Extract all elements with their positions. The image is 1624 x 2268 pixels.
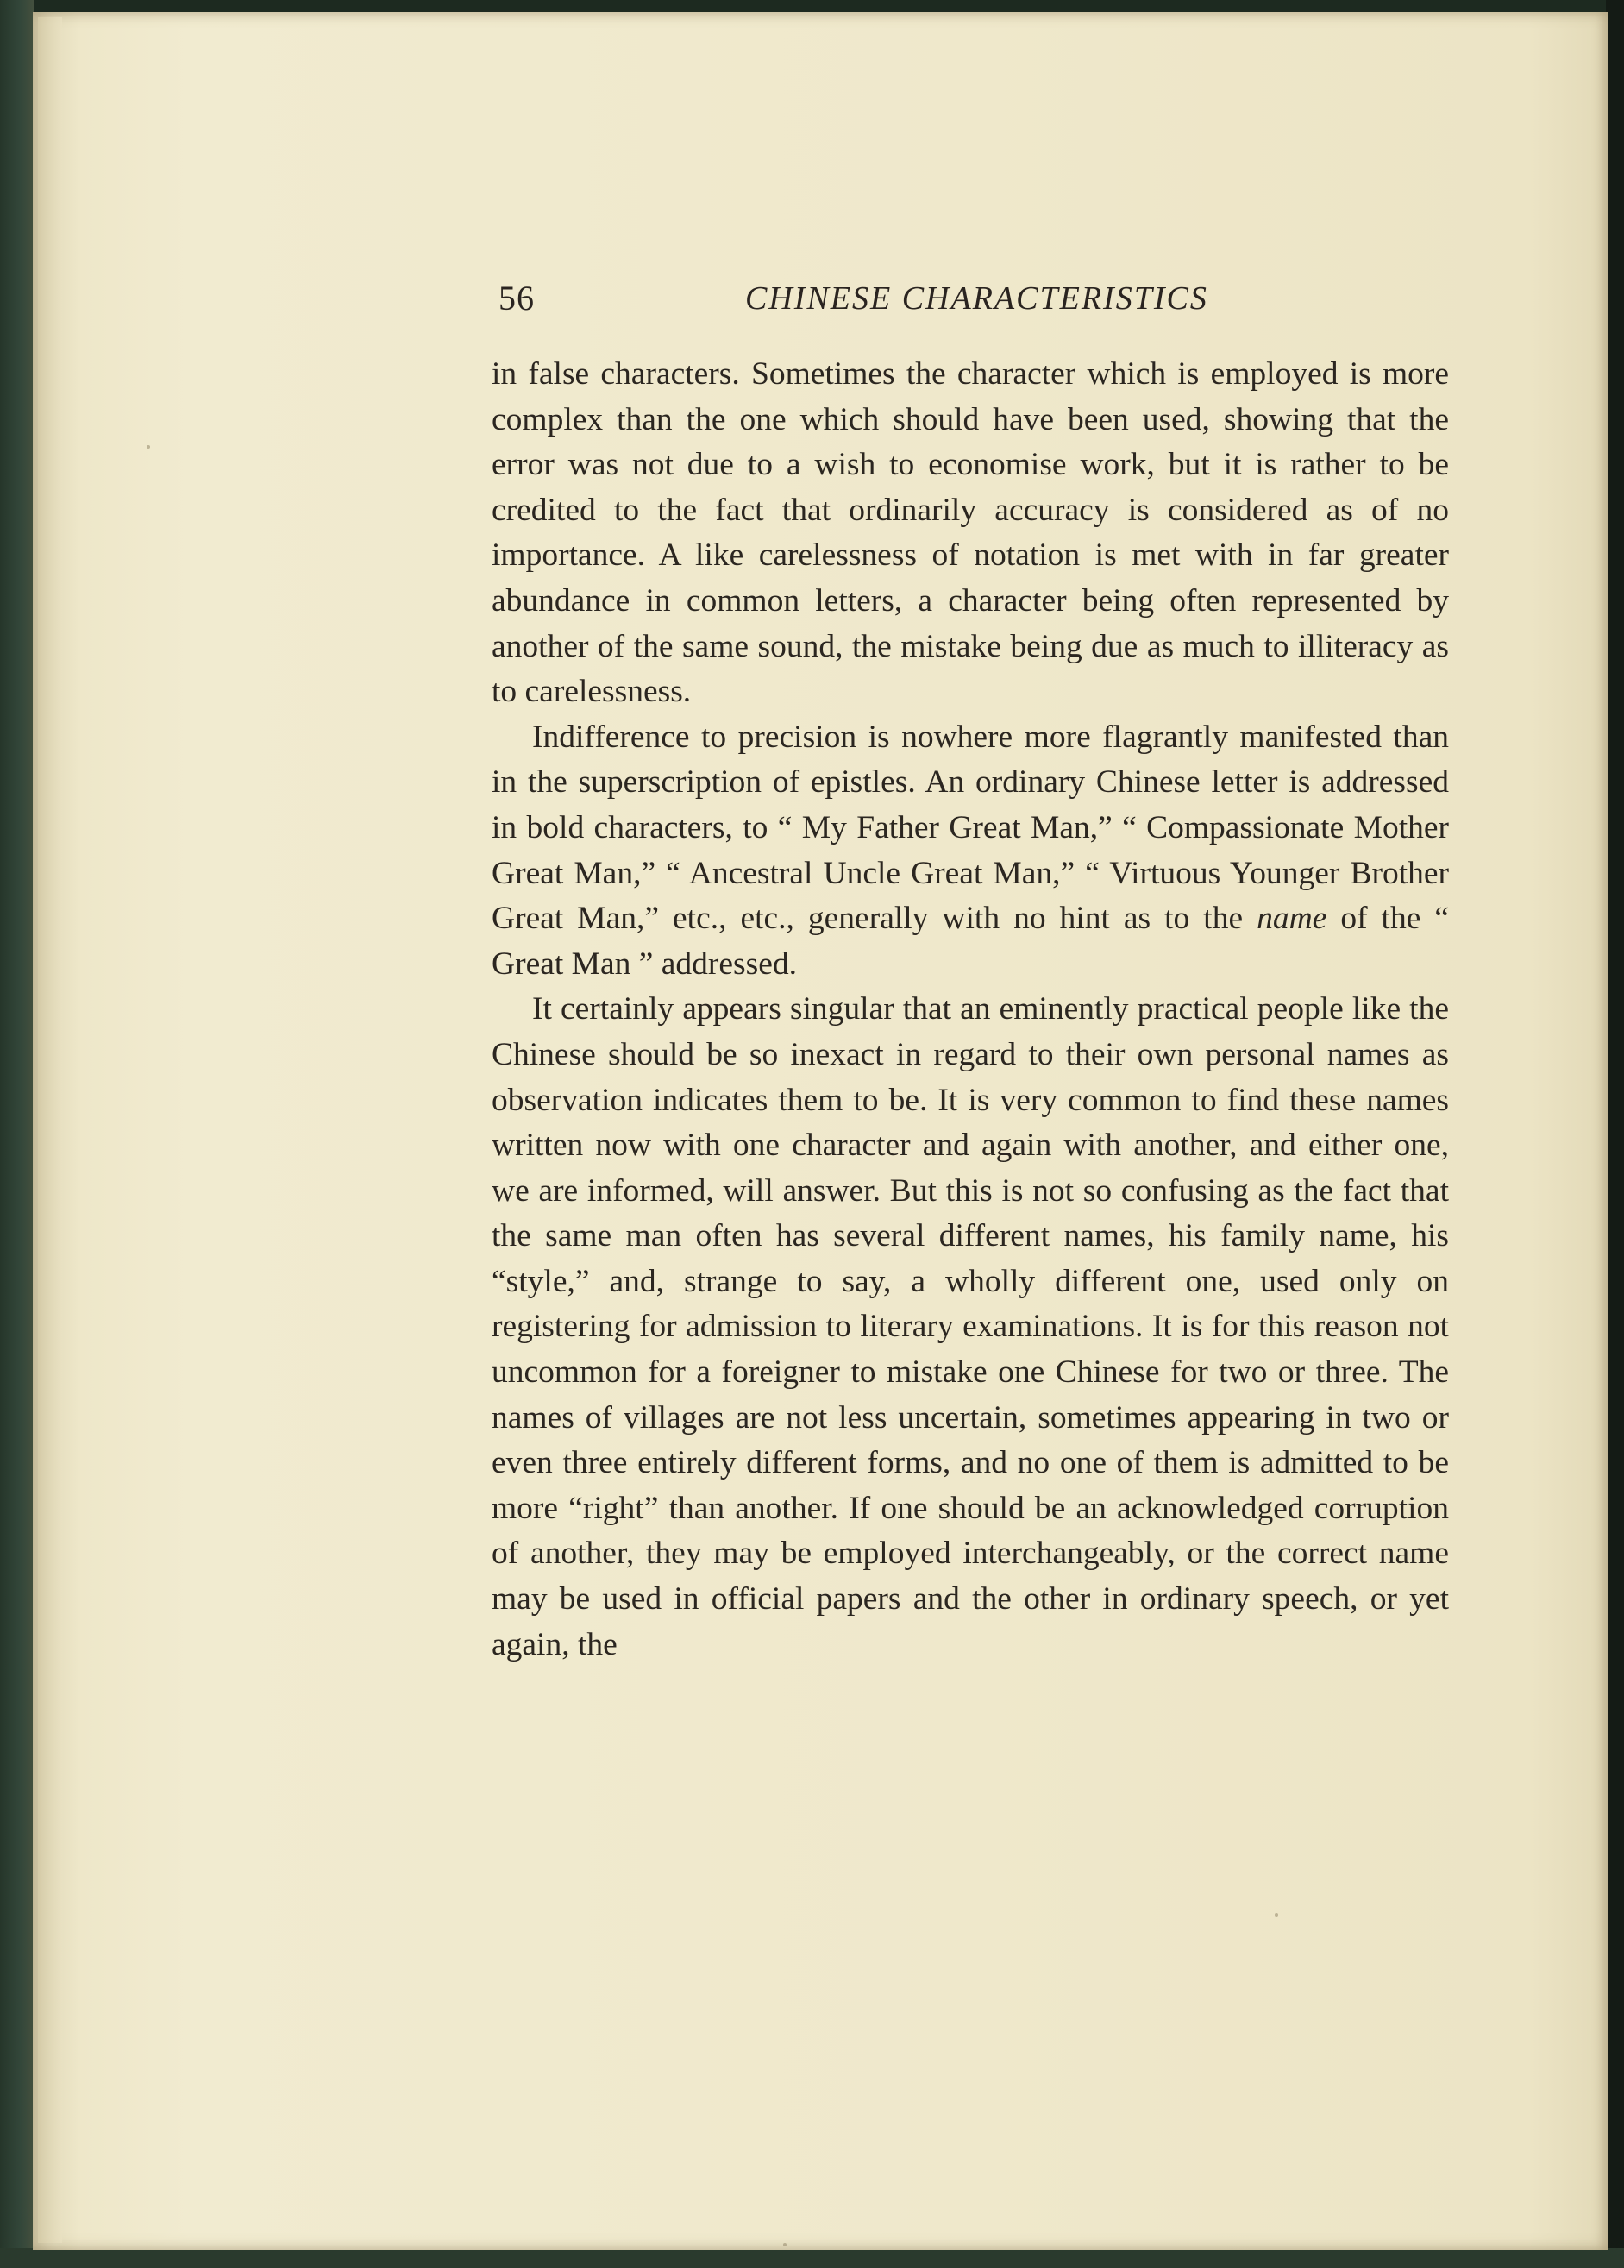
- paper-speck: [1275, 1913, 1278, 1917]
- paper-speck: [783, 2243, 787, 2246]
- paragraph-text: Indifference to precision is nowhere more flagrantly manifested than in the superscription of epistles. An ordinary Chinese letter is addressed in bold characters, to “ My Father Great Man,” “ Compassionate Mother Great Man,” “ Ancestral Uncle Great Man,” “ Virtuous Younger Brother Great Man,” etc., etc., generally with no hint as to the: [492, 719, 1449, 937]
- book-cover-right-edge: [1606, 0, 1624, 2268]
- paragraph-text: in false characters. Sometimes the character which is employed is more complex than the one which should have been used, showing that the error was not due to a wish to economise work, but it is rather to be credited to the fact that ordinarily accuracy is considered as of no importance. A like carelessness of notation is met with in far greater abundance in common letters, a character being often represented by another of the same sound, the mistake being due as much to illiteracy as to carelessness.: [492, 356, 1449, 710]
- body-text: [492, 352, 1449, 1668]
- paper-speck: [147, 445, 150, 449]
- running-title: CHINESE CHARACTERISTICS: [745, 280, 1208, 317]
- book-cover-bottom-edge: [0, 2248, 1624, 2268]
- gutter-shadow: [38, 17, 62, 2243]
- paragraph: [492, 987, 1449, 1668]
- page-number: 56: [498, 279, 535, 317]
- paragraph: [492, 352, 1449, 715]
- book-cover-spine: [0, 0, 34, 2268]
- paragraph-text: of the “ Great Man ” addressed.: [492, 901, 1449, 982]
- italic-text: name: [1257, 901, 1327, 937]
- paragraph: [492, 715, 1449, 988]
- page-header: [498, 278, 1447, 330]
- paragraph-text: It certainly appears singular that an eminently practical people like the Chinese should be so inexact in regard to their own personal names as observation indicates them to be. It is very common to find these names written now with one character and again with another, and either one, we are informed, will answer. But this is not so confusing as the fact that the same man often has several different names, his family name, his “style,” and, strange to say, a wholly different one, used only on registering for admission to literary examinations. It is for this reason not uncommon for a foreigner to mistake one Chinese for two or three. The names of villages are not less uncertain, sometimes appearing in two or even three entirely different forms, and no one of them is admitted to be more “right” than another. If one should be an acknowledged corruption of another, they may be employed interchangeably, or the correct name may be used in official papers and the other in ordinary speech, or yet again, the: [492, 991, 1449, 1662]
